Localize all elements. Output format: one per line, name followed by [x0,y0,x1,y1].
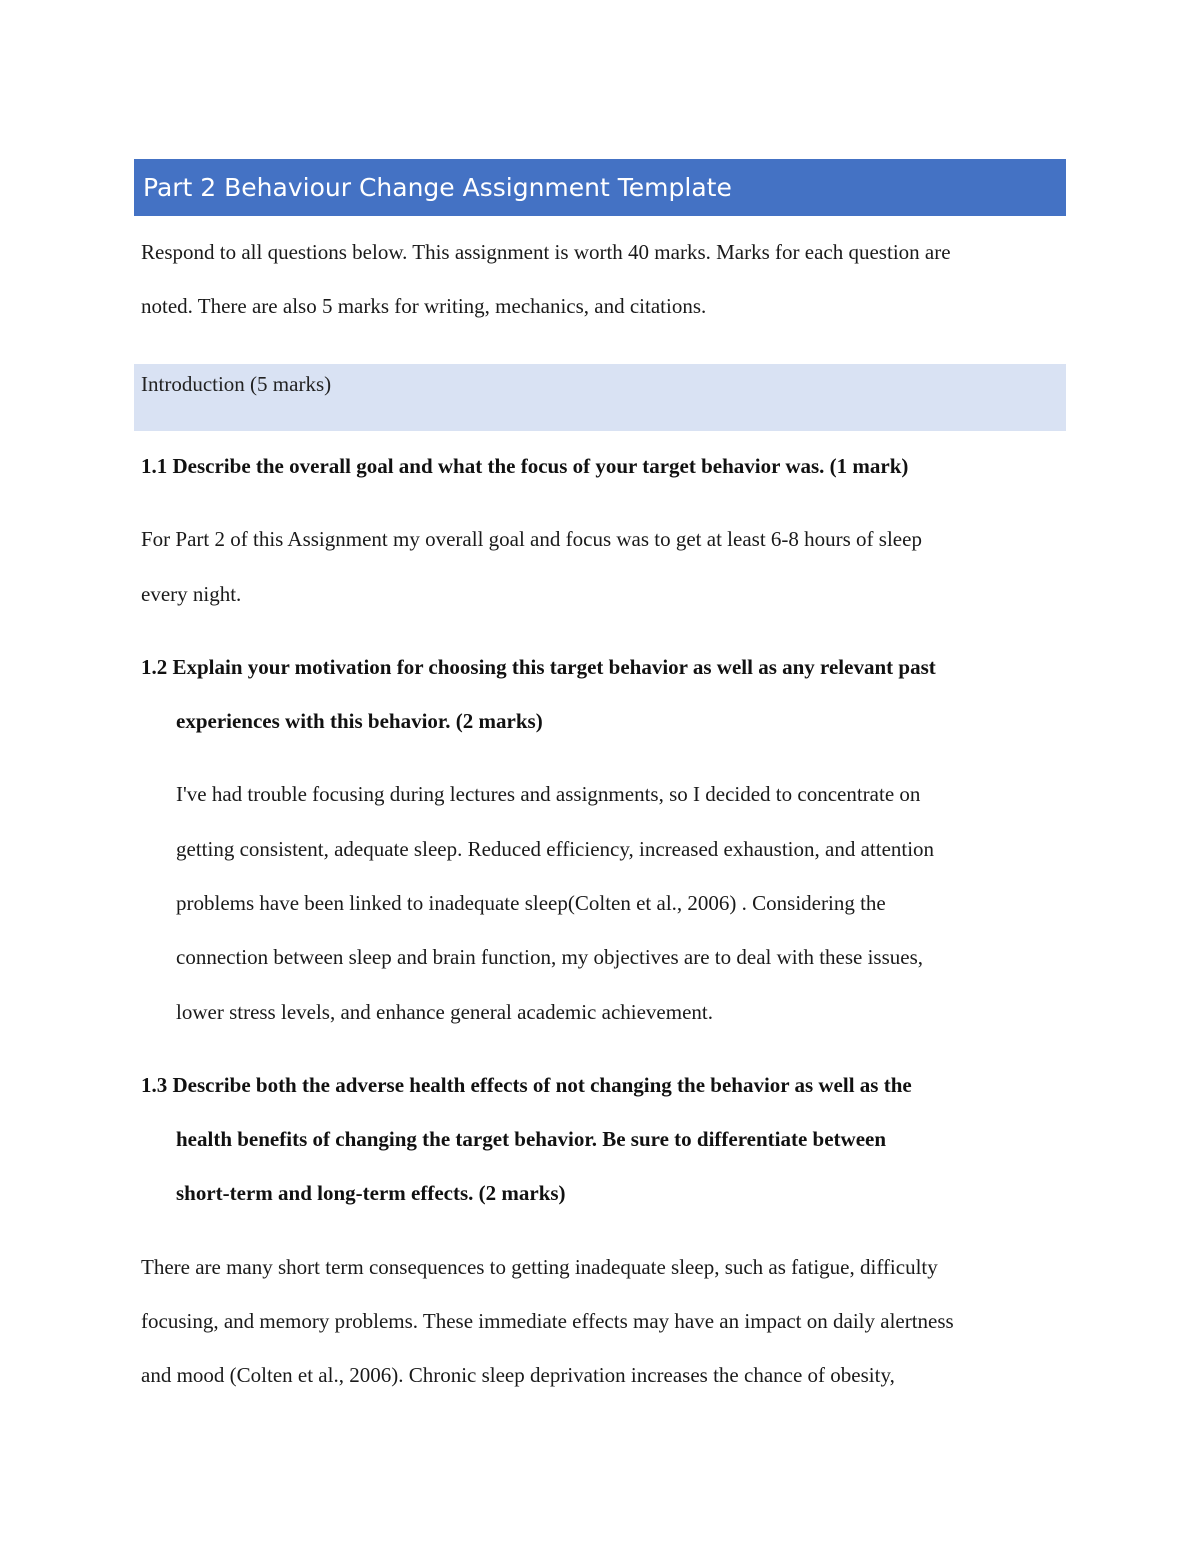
question-1-2-line-2: experiences with this behavior. (2 marks) [176,709,543,733]
answer-1-2-line-3: problems have been linked to inadequate sleep(Colten et al., 2006) . Considering the [176,891,886,915]
answer-1-3-line-3: and mood (Colten et al., 2006). Chronic sleep deprivation increases the chance of obesity, [141,1363,895,1387]
question-1-2-line-1: 1.2 Explain your motivation for choosing this target behavior as well as any relevant past [141,655,936,679]
answer-1-2-line-5: lower stress levels, and enhance general academic achievement. [176,1000,713,1024]
question-1-3-line-2: health benefits of changing the target behavior. Be sure to differentiate between [176,1127,887,1151]
question-1-3-line-1: 1.3 Describe both the adverse health effects of not changing the behavior as well as the [141,1073,912,1097]
answer-1-1-line-1: For Part 2 of this Assignment my overall goal and focus was to get at least 6-8 hours of sleep [141,527,922,551]
answer-1-2-line-1: I've had trouble focusing during lectures and assignments, so I decided to concentrate on [176,782,921,806]
question-1-3-line-3: short-term and long-term effects. (2 marks) [176,1181,566,1205]
title-banner [134,159,1066,216]
document-title: Part 2 Behaviour Change Assignment Template [143,173,732,202]
instructions-line-2: noted. There are also 5 marks for writing, mechanics, and citations. [141,294,707,318]
answer-1-3-line-1: There are many short term consequences to getting inadequate sleep, such as fatigue, difficulty [141,1255,938,1279]
section-heading: Introduction (5 marks) [141,372,332,396]
question-1-1: 1.1 Describe the overall goal and what the focus of your target behavior was. (1 mark) [141,454,909,478]
answer-1-3-line-2: focusing, and memory problems. These immediate effects may have an impact on daily alertness [141,1309,954,1333]
answer-1-2-line-2: getting consistent, adequate sleep. Reduced efficiency, increased exhaustion, and attention [176,837,935,861]
answer-1-1-line-2: every night. [141,582,242,606]
section-heading-bar [134,364,1066,431]
instructions-line-1: Respond to all questions below. This assignment is worth 40 marks. Marks for each question are [141,240,951,264]
answer-1-2-line-4: connection between sleep and brain function, my objectives are to deal with these issues, [176,945,924,969]
